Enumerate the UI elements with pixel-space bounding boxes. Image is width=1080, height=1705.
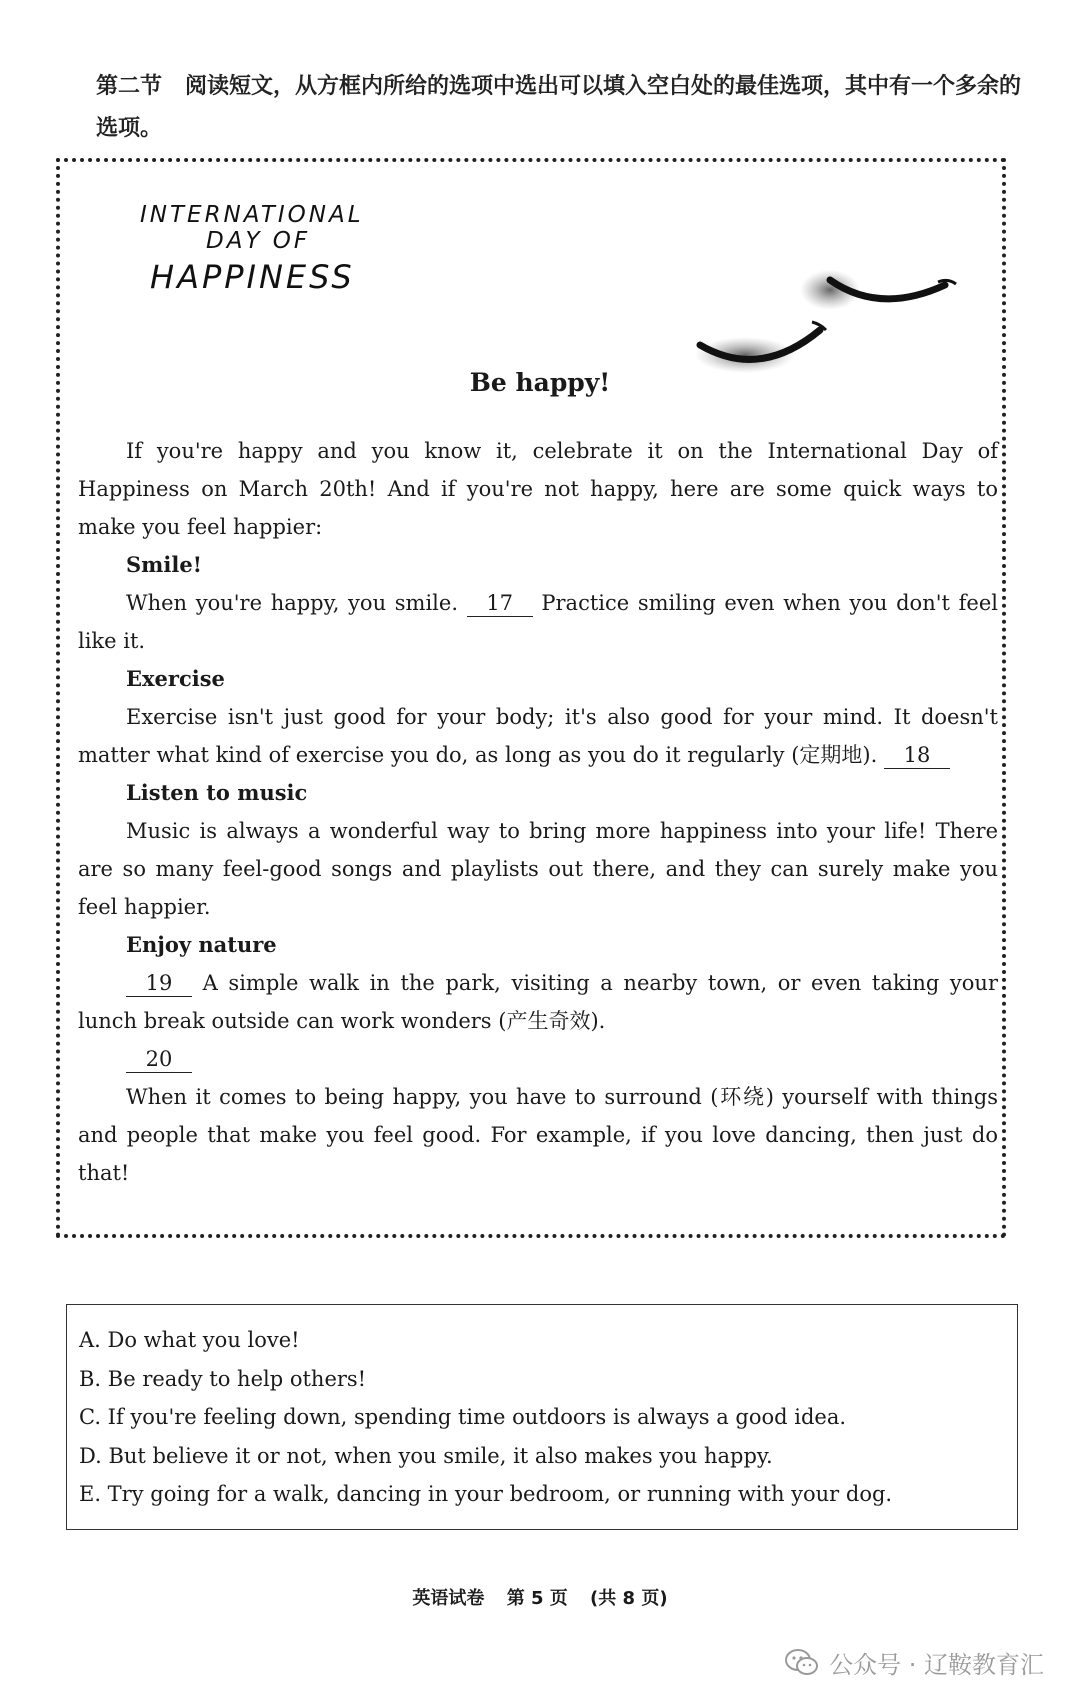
section-heading: Smile! xyxy=(126,552,202,577)
option-c: C. If you're feeling down, spending time outdoors is always a good idea. xyxy=(79,1405,847,1429)
page-footer xyxy=(0,1584,1080,1610)
logo-line-3: HAPPINESS xyxy=(150,258,355,296)
footer-page: 第 5 页 xyxy=(506,1588,568,1609)
watermark-text: 公众号 · 辽鞍教育汇 xyxy=(829,1651,1044,1679)
intro-paragraph: If you're happy and you know it, celebrate it on the International Day of Happiness on March 20th! And if you're not happy, here are some quick ways to make you feel happier: xyxy=(78,439,998,539)
passage-title: Be happy! xyxy=(469,368,611,397)
section-label: 第二节 xyxy=(96,74,163,99)
options-box xyxy=(66,1304,1018,1530)
section-paragraph: Music is always a wonderful way to bring more happiness into your life! There are so many feel-good songs and playlists out there, and they can surely make you feel happier. xyxy=(78,819,998,919)
option-e: E. Try going for a walk, dancing in your bedroom, or running with your dog. xyxy=(79,1482,893,1506)
section-heading: Listen to music xyxy=(126,780,308,805)
wechat-icon xyxy=(785,1649,819,1677)
logo-line-1: INTERNATIONAL xyxy=(140,202,364,228)
option-d: D. But believe it or not, when you smile, it also makes you happy. xyxy=(79,1443,773,1468)
blank-19[interactable]: 19 xyxy=(126,970,192,997)
option-b: B. Be ready to help others! xyxy=(79,1366,367,1391)
blank-20[interactable]: 20 xyxy=(126,1046,192,1073)
section-paragraph: Exercise isn't just good for your body; it's also good for your mind. It doesn't matter what kind of exercise you do, as long as you do it regularly (定期地). 18 xyxy=(78,705,998,767)
footer-total: (共 8 页) xyxy=(590,1588,668,1609)
instruction-text: 阅读短文，从方框内所给的选项中选出可以填入空白处的最佳选项，其中有一个多余的选项。 xyxy=(96,74,1022,141)
section-paragraph: When you're happy, you smile. 17 Practice smiling even when you don't feel like it. xyxy=(78,591,998,653)
blank-17[interactable]: 17 xyxy=(467,590,533,617)
section-heading: Enjoy nature xyxy=(126,932,277,957)
option-a: A. Do what you love! xyxy=(79,1328,300,1352)
passage-body xyxy=(78,432,998,1192)
blank-18[interactable]: 18 xyxy=(884,742,950,769)
instruction xyxy=(46,66,1036,150)
logo-line-2: DAY OF xyxy=(206,228,311,254)
happiness-day-logo xyxy=(140,202,364,300)
heading-blank-line xyxy=(78,1040,998,1078)
watermark xyxy=(785,1645,1044,1680)
footer-subject: 英语试卷 xyxy=(412,1588,485,1609)
section-heading: Exercise xyxy=(126,666,225,691)
section-paragraph: When it comes to being happy, you have to surround (环绕) yourself with things and people that make you feel good. For example, if you love dancing, then just do that! xyxy=(78,1085,998,1185)
section-paragraph: 19 A simple walk in the park, visiting a nearby town, or even taking your lunch break outside can work wonders (产生奇效). xyxy=(78,971,998,1033)
